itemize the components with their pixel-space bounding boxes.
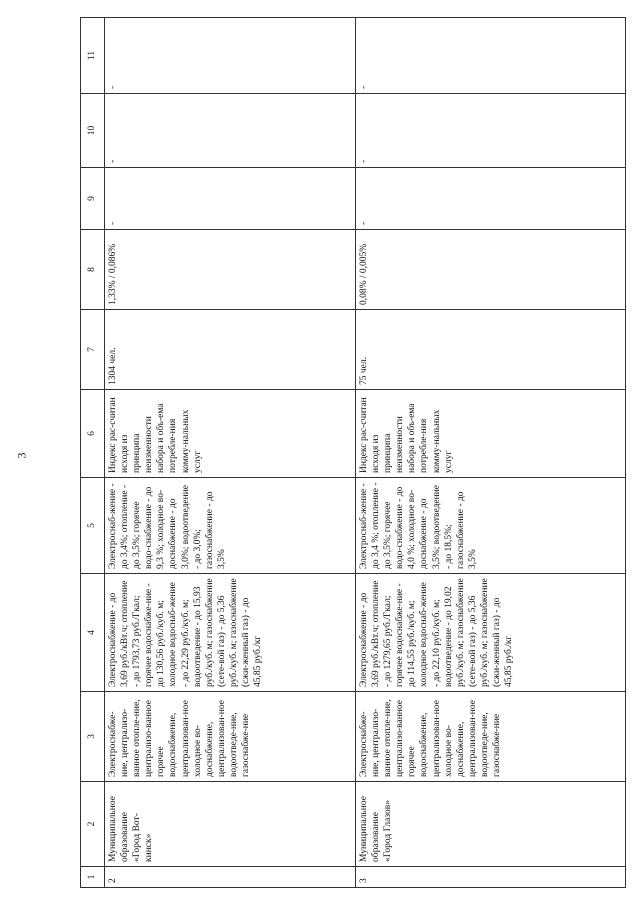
municipality-cell: Муниципальное образование «Город Вот-кинск» <box>105 782 356 867</box>
table-row <box>356 18 626 888</box>
column-header: 9 <box>81 168 105 230</box>
column-header: 4 <box>81 574 105 692</box>
rotated-page <box>80 18 625 888</box>
services-cell: Электроснабже-ние, централизо-ванное отопле-ние, централизо-ванное горячее водоснабжение, централизован-ное холодное во-доснабжение, централизован-ное водоотведе-ние, газоснабже-ние <box>356 692 626 782</box>
column-header: 1 <box>81 867 105 888</box>
share-cell: 0,08% / 0,005% <box>356 230 626 310</box>
row-number: 2 <box>105 867 356 888</box>
index-note-cell: Индекс рас-считан исходя из принципа неизменности набора и объ-ема потребле-ния комму-нальных услуг <box>356 390 626 478</box>
table-row <box>105 18 356 888</box>
column-header: 11 <box>81 18 105 94</box>
col11-cell: - <box>356 18 626 94</box>
page-number: 3 <box>14 452 29 459</box>
growth-cell: Электроснаб-жение - до 3,4 %; отопление - до 3,5%; горячее водо-снабжение - до 4,0 %; холодное во-доснабжение - до 3,5%; водоотведение - до 18,5%; газоснабжение - до 3,5% <box>356 478 626 574</box>
col10-cell: - <box>356 94 626 168</box>
growth-cell: Электроснаб-жение - до 3,4%; отопление - до 3,5%; горячее водо-снабжение - до 9,3 %; холодное во-доснабжение - до 3,0%; водоотведение - до 3,0%; газоснабжение - до 3,5% <box>105 478 356 574</box>
column-header: 5 <box>81 478 105 574</box>
column-header: 8 <box>81 230 105 310</box>
column-header: 7 <box>81 310 105 390</box>
share-cell: 1,33% / 0,086% <box>105 230 356 310</box>
col9-cell: - <box>105 168 356 230</box>
tariffs-cell: Электроснабжение - до 3,69 руб./кВт.ч; отопление - до 1793,73 руб./Гкал; горячее водоснабже-ние - до 130,56 руб./куб. м; холодное водоснаб-жение - до 22,29 руб./куб. м; водоотведение - до 15,93 руб./куб. м; газоснабжение (сете-вой газ) - до 5,36 руб./куб. м; газоснабжение (сжи-женный газ) - до 45,85 руб./кг <box>105 574 356 692</box>
population-cell: 75 чел. <box>356 310 626 390</box>
col9-cell: - <box>356 168 626 230</box>
index-note-cell: Индекс рас-считан исходя из принципа неизменности набора и объ-ема потребле-ния комму-нальных услуг <box>105 390 356 478</box>
column-header: 6 <box>81 390 105 478</box>
column-header: 2 <box>81 782 105 867</box>
column-header: 3 <box>81 692 105 782</box>
population-cell: 1304 чел. <box>105 310 356 390</box>
row-number: 3 <box>356 867 626 888</box>
header-row <box>81 18 105 888</box>
tariffs-cell: Электроснабжение - до 3,69 руб./кВт.ч; отопление - до 1279,65 руб./Гкал; горячее водоснабже-ние - до 114,55 руб./куб. м; холодное водоснаб-жение - до 22,10 руб./куб. м; водоотведение - до 19,02 руб./куб. м; газоснабжение (сете-вой газ) - до 5,36 руб./куб. м; газоснабжение (сжи-женный газ) - до 45,85 руб./кг <box>356 574 626 692</box>
col11-cell: - <box>105 18 356 94</box>
tariff-table <box>80 17 626 888</box>
column-header: 10 <box>81 94 105 168</box>
col10-cell: - <box>105 94 356 168</box>
municipality-cell: Муниципальное образование «Город Глазов» <box>356 782 626 867</box>
services-cell: Электроснабже-ние, централизо-ванное отопле-ние, централизо-ванное горячее водоснабжение, централизован-ное холодное во-доснабжение, централизован-ное водоотведе-ние, газоснабже-ние <box>105 692 356 782</box>
